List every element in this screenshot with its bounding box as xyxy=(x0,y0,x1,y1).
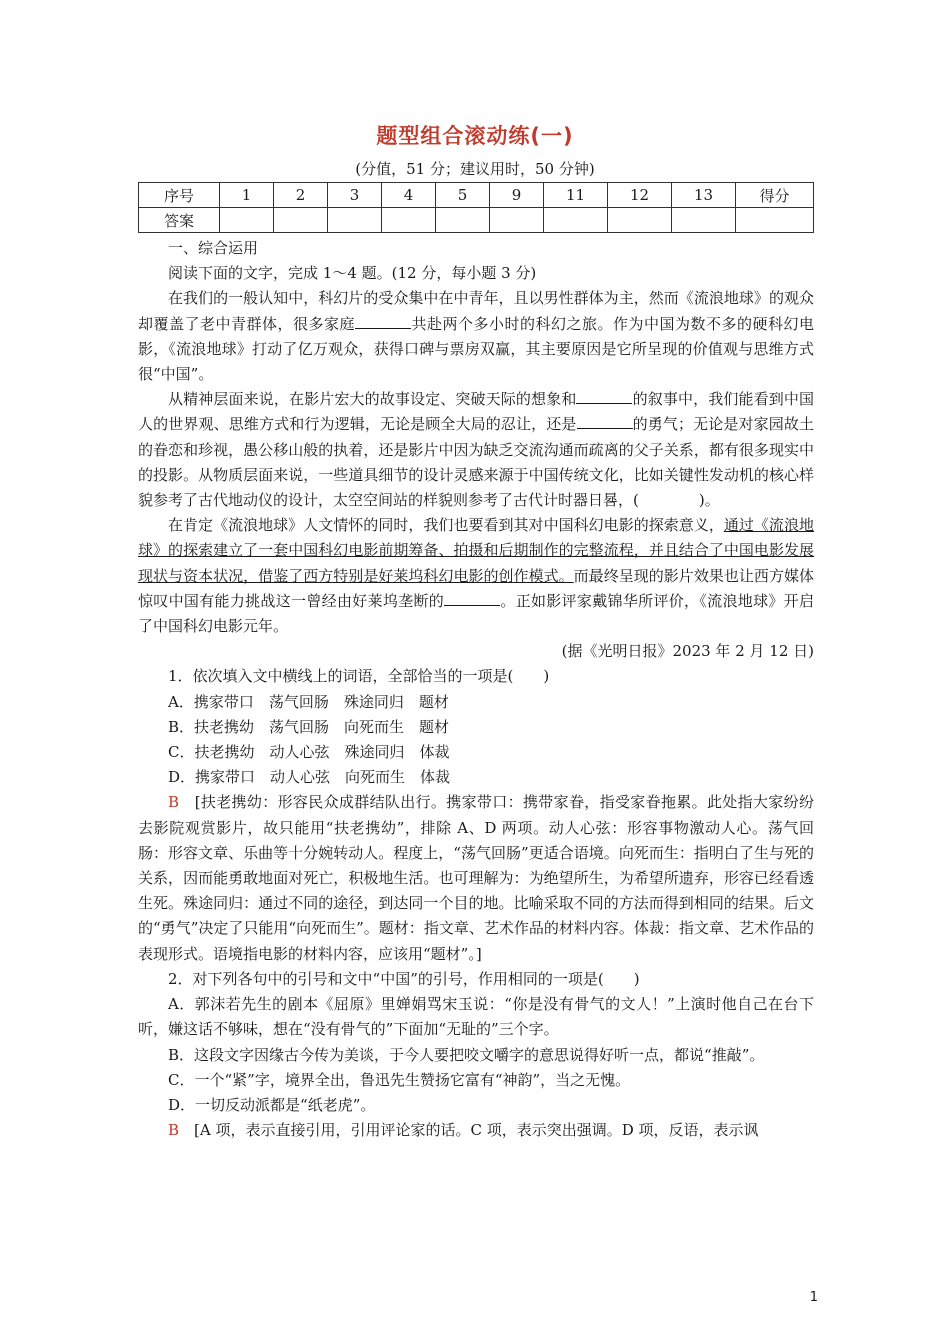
table-cell: 得分 xyxy=(736,183,814,208)
passage-paragraph-2: 从精神层面来说，在影片宏大的故事设定、突破天际的想象和 的叙事中，我们能看到中国人的世界观、思维方式和行为逻辑，无论是顾全大局的忍让，还是 的勇气；无论是对家园故土的眷恋和珍视，愚公移山般的执着，还是影片中因为缺乏交流沟通而疏离的父子关系，都有很多现实中的投影。从物质层面来说，一些道具细节的设计灵感来源于中国传统文化，比如关键性发动机的核心样貌参考了古代地动仪的设计，太空空间站的样貌则参考了古代计时器日晷，( )。 xyxy=(138,390,814,510)
fill-blank xyxy=(576,389,632,404)
score-table-header-row xyxy=(139,183,814,208)
question-1-option-c: C．扶老携幼 动人心弦 殊途同归 体裁 xyxy=(168,743,450,762)
table-cell: 12 xyxy=(608,183,672,208)
table-cell: 答案 xyxy=(139,208,220,233)
table-cell: 13 xyxy=(672,183,736,208)
table-cell: 序号 xyxy=(139,183,220,208)
answer-letter: B xyxy=(168,793,180,812)
answer-cell[interactable] xyxy=(544,208,608,233)
question-2-option-d: D．一切反动派都是“纸老虎”。 xyxy=(168,1095,376,1114)
answer-cell[interactable] xyxy=(736,208,814,233)
answer-cell[interactable] xyxy=(274,208,328,233)
score-table xyxy=(138,182,814,233)
page-subtitle: (分值，51 分；建议用时，50 分钟) xyxy=(355,160,595,178)
page-number: 1 xyxy=(809,1290,818,1305)
answer-cell[interactable] xyxy=(490,208,544,233)
question-1-stem: 1．依次填入文中横线上的词语，全部恰当的一项是( ) xyxy=(168,667,550,686)
question-2-explanation: B [A 项，表示直接引用，引用评论家的话。C 项，表示突出强调。D 项，反语，表示讽 xyxy=(168,1121,759,1140)
passage-paragraph-3: 在肯定《流浪地球》人文情怀的同时，我们也要看到其对中国科幻电影的探索意义，通过《流浪地球》的探索建立了一套中国科幻电影前期筹备、拍摄和后期制作的完整流程，并且结合了中国电影发展现状与资本状况，借鉴了西方特别是好莱坞科幻电影的创作模式。而最终呈现的影片效果也让西方媒体惊叹中国有能力挑战这一曾经由好莱坞垄断的 。正如影评家戴锦华所评价，《流浪地球》开启了中国科幻电影元年。 xyxy=(138,516,814,636)
passage-source: (据《光明日报》2023 年 2 月 12 日) xyxy=(561,642,814,661)
instruction: 阅读下面的文字，完成 1～4 题。(12 分，每小题 3 分) xyxy=(168,264,537,283)
underlined-sentence: 通过《流浪地球》的探索建立了一套中国科幻电影前期筹备、拍摄和后期制作的完整流程，并且结合了中国电影发展现状与资本状况，借鉴了西方特别是好莱坞科幻电影的创作模式。 xyxy=(138,516,814,585)
table-cell: 1 xyxy=(220,183,274,208)
passage-paragraph-1: 在我们的一般认知中，科幻片的受众集中在中青年，且以男性群体为主，然而《流浪地球》的观众却覆盖了老中青群体，很多家庭 共赴两个多小时的科幻之旅。作为中国为数不多的硬科幻电影，《流浪地球》打动了亿万观众，获得口碑与票房双赢，其主要原因是它所呈现的价值观与思维方式很“中国”。 xyxy=(138,289,814,384)
answer-cell[interactable] xyxy=(220,208,274,233)
fill-blank xyxy=(577,414,633,429)
table-cell: 2 xyxy=(274,183,328,208)
question-1-explanation: B [扶老携幼：形容民众成群结队出行。携家带口：携带家眷，指受家眷拖累。此处指大家纷纷去影院观赏影片，故只能用“扶老携幼”，排除 A、D 两项。动人心弦：形容事物激动人心。荡气回肠：形容文章、乐曲等十分婉转动人。程度上，“荡气回肠”更适合语境。向死而生：指明白了生与死的关系，因而能勇敢地面对死亡，积极地生活。也可理解为：为绝望所生，为希望所遗弃，形容已经看透生死。殊途同归：通过不同的途径，到达同一个目的地。比喻采取不同的方法而得到相同的结果。后文的“勇气”决定了只能用“向死而生”。题材：指文章、艺术作品的材料内容。体裁：指文章、艺术作品的表现形式。语境指电影的材料内容，应该用“题材”。] xyxy=(138,793,814,963)
question-1-option-a: A．携家带口 荡气回肠 殊途同归 题材 xyxy=(168,692,449,711)
question-2-option-b: B．这段文字因缘古今传为美谈，于今人要把咬文嚼字的意思说得好听一点，都说“推敲”。 xyxy=(168,1045,765,1064)
question-2-option-a: A．郭沫若先生的剧本《屈原》里婵娟骂宋玉说：“你是没有骨气的文人！”上演时他自己在台下听，嫌这话不够味，想在“没有骨气的”下面加“无耻的”三个字。 xyxy=(138,995,814,1039)
question-1-option-b: B．扶老携幼 荡气回肠 向死而生 题材 xyxy=(168,717,450,736)
answer-cell[interactable] xyxy=(608,208,672,233)
answer-cell[interactable] xyxy=(436,208,490,233)
score-table-answer-row xyxy=(139,208,814,233)
answer-cell[interactable] xyxy=(382,208,436,233)
answer-cell[interactable] xyxy=(672,208,736,233)
fill-blank xyxy=(355,314,411,329)
main-content xyxy=(138,236,814,1143)
table-cell: 4 xyxy=(382,183,436,208)
question-2-option-c: C．一个“紧”字，境界全出，鲁迅先生赞扬它富有“神韵”，当之无愧。 xyxy=(168,1070,631,1089)
page-title: 题型组合滚动练(一) xyxy=(376,124,574,148)
table-cell: 11 xyxy=(544,183,608,208)
table-cell: 5 xyxy=(436,183,490,208)
question-1-option-d: D．携家带口 动人心弦 向死而生 体裁 xyxy=(168,768,451,787)
question-2-stem: 2．对下列各句中的引号和文中“中国”的引号，作用相同的一项是( ) xyxy=(168,969,640,988)
table-cell: 9 xyxy=(490,183,544,208)
answer-letter: B xyxy=(168,1121,180,1140)
answer-cell[interactable] xyxy=(328,208,382,233)
fill-blank xyxy=(444,591,500,606)
section-heading: 一、综合运用 xyxy=(168,239,259,257)
table-cell: 3 xyxy=(328,183,382,208)
